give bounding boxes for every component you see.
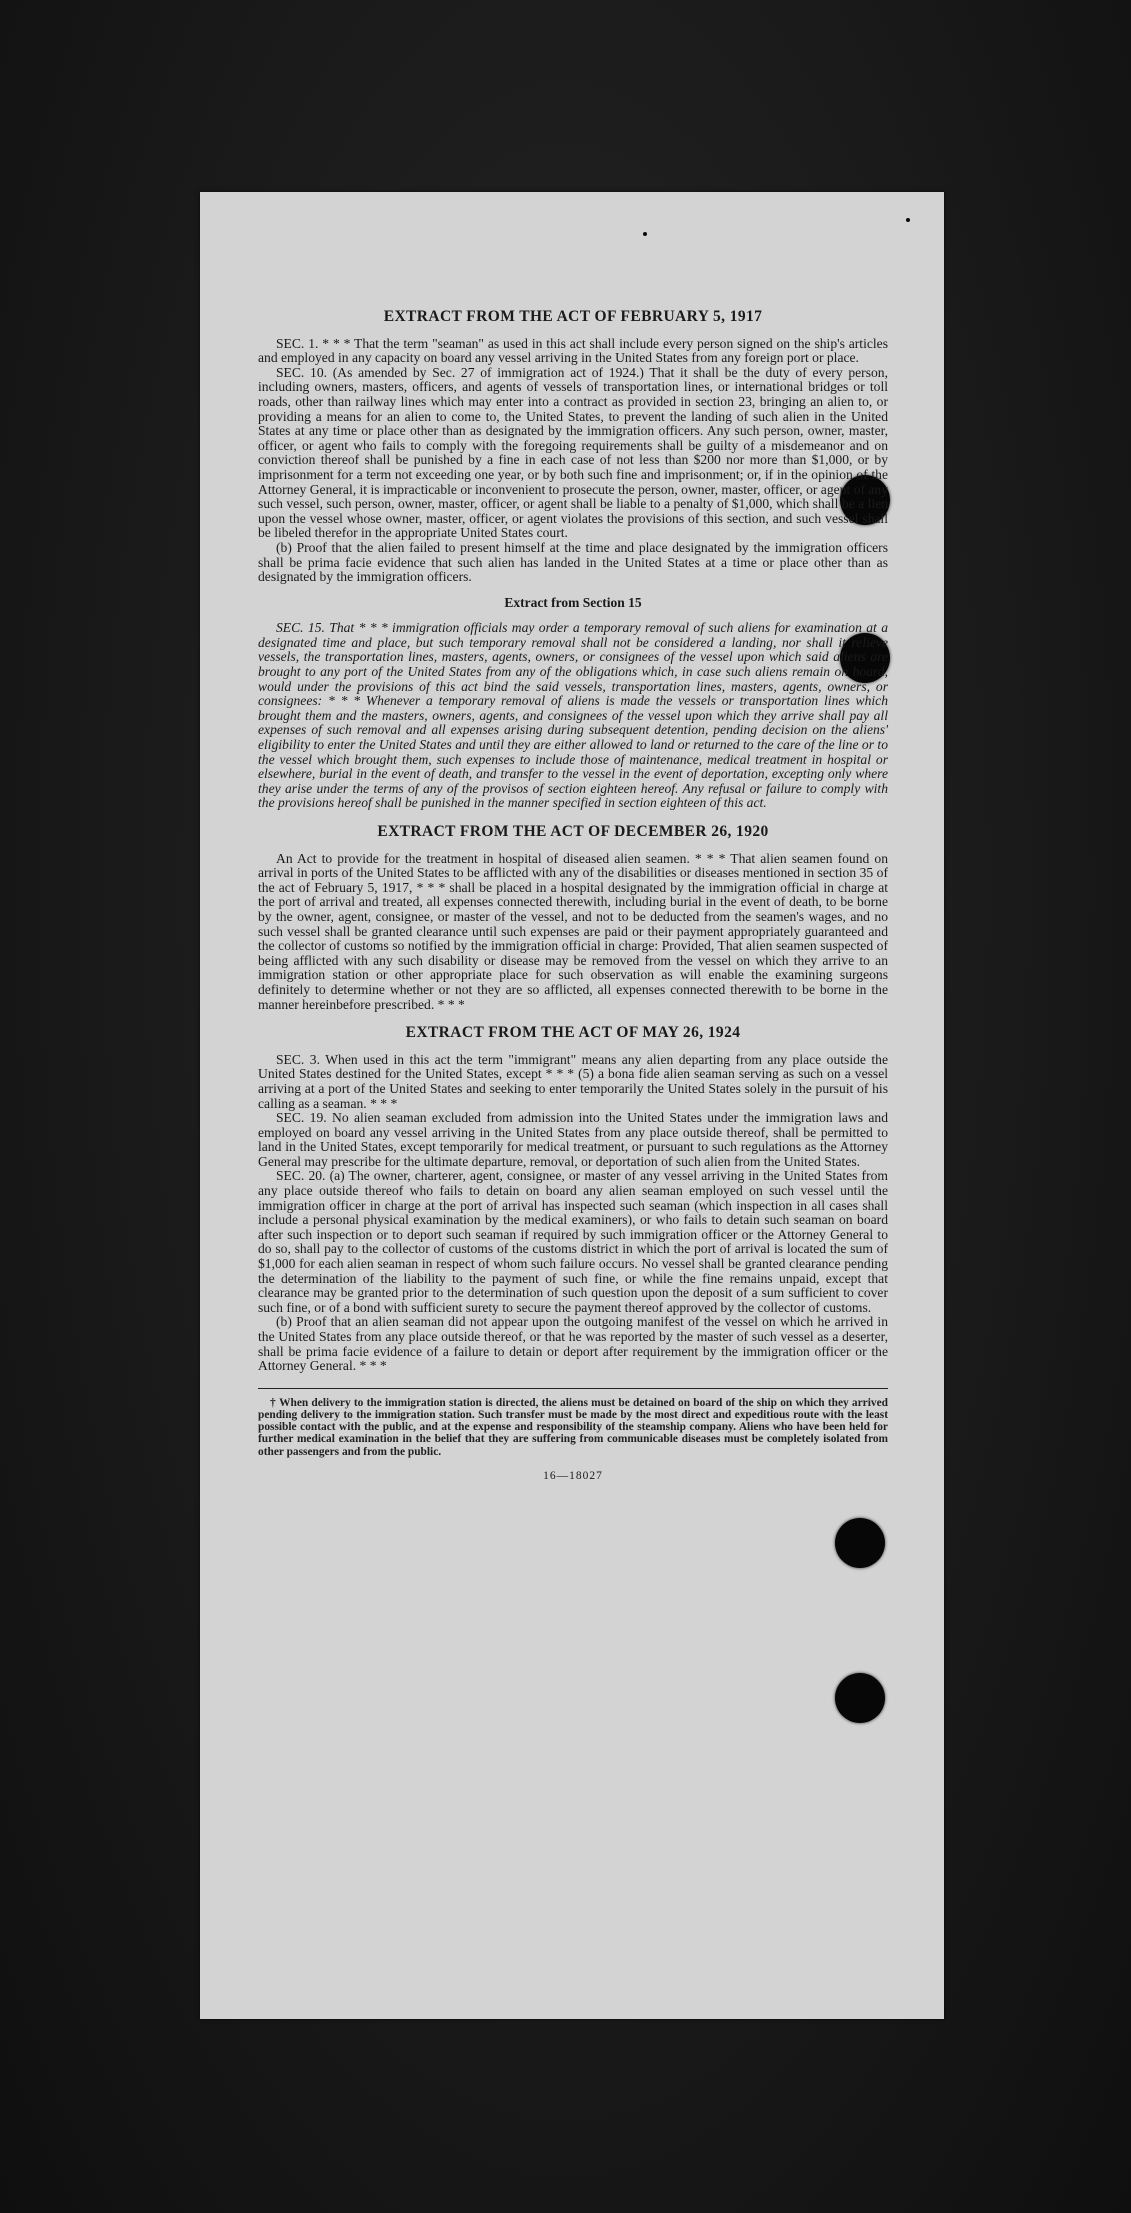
section-15-paragraph: SEC. 15. That * * * immigration officials may order a temporary removal of such aliens for examination at a designated time and place, but such temporary removal shall not be considered a landing, nor shall it relieve vessels, the transportation lines, masters, agents, owners, or consignees of the vessel upon which said aliens are brought to any port of the United States from any of the obligations which, in case such aliens remain on board, would under the provisions of this act bind the said vessels, transportation lines, masters, agents, owners, or consignees: * * * Whenever a temporary removal of aliens is made the vessels or transportation lines which brought them and the masters, owners, agents, and consignees of the vessel upon which they arrive shall pay all expenses of such removal and all expenses arising during subsequent detention, pending decision on the aliens' eligibility to enter the United States and until they are either allowed to land or returned to the care of the line or to the vessel which brought them, such expenses to include those of maintenance, medical treatment in hospital or elsewhere, burial in the event of death, and transfer to the vessel in the event of deportation, excepting only where they arise under the terms of any of the provisos of section eighteen hereof. Any refusal or failure to comply with the provisions hereof shall be punished in the manner specified in section eighteen of this act. bbox=[258, 620, 888, 811]
speck-mark bbox=[643, 232, 647, 236]
punch-hole-bottom bbox=[835, 1673, 885, 1723]
page-number: 16—18027 bbox=[543, 1469, 603, 1482]
punch-hole-lower bbox=[835, 1518, 885, 1568]
footnote-divider bbox=[258, 1388, 888, 1389]
act-1920-paragraph: An Act to provide for the treatment in hospital of diseased alien seamen. * * * That alien seamen found on arrival in ports of the United States to be afflicted with any of the disabilities or diseases mentioned in section 35 of the act of February 5, 1917, * * * shall be placed in a hospital designated by the immigration official in charge at the port of arrival and treated, all expenses connected therewith, including burial in the event of death, to be borne by the owner, agent, consignee, or master of the vessel, and not to be deducted from the seamen's wages, and no such vessel shall be granted clearance until such expenses are paid or their payment appropriately guaranteed and the collector of customs so notified by the immigration official in charge: Provided, That alien seamen suspected of being afflicted with any such disability or disease may be removed from the vessel on which they arrive to an immigration station or other appropriate place for such observation as will enable the examining surgeons definitely to determine whether or not they are so afflicted, all expenses connected therewith to be borne in the manner hereinbefore prescribed. * * * bbox=[258, 850, 888, 1012]
footnote bbox=[258, 1397, 888, 1458]
heading-act-1917: EXTRACT FROM THE ACT OF FEBRUARY 5, 1917 bbox=[383, 308, 763, 325]
section-10b-paragraph: (b) Proof that the alien failed to present himself at the time and place designated by the immigration officers shall be prima facie evidence that such alien has landed in the United States at a time or place other than as designated by the immigration officers. bbox=[258, 539, 888, 585]
heading-act-1924: EXTRACT FROM THE ACT OF MAY 26, 1924 bbox=[405, 1024, 741, 1042]
section-20-paragraph: SEC. 20. (a) The owner, charterer, agent, consignee, or master of any vessel arriving in the United States from any place outside thereof who fails to detain on board any alien seaman employed on such vessel until the immigration officer in charge at the port of arrival has inspected such seaman (which inspection in all cases shall include a personal physical examination by the medical examiners), or who fails to detain such seaman on board after such inspection or to deport such seaman if required by such immigration officer or the Attorney General to do so, shall pay to the collector of customs of the customs district in which the port of arrival is located the sum of $1,000 for each alien seaman in respect of whom such failure occurs. No vessel shall be granted clearance pending the determination of the liability to the payment of such fine, or while the fine remains unpaid, except that clearance may be granted prior to the determination of such question upon the deposit of a sum sufficient to cover such fine, or of a bond with sufficient surety to secure the payment thereof approved by the collector of customs. bbox=[258, 1168, 888, 1315]
document-page bbox=[200, 192, 944, 2019]
section-1-paragraph: SEC. 1. * * * That the term "seaman" as used in this act shall include every person signed on the ship's articles and employed in any capacity on board any vessel arriving in the United States from any foreign port or place. bbox=[258, 335, 888, 366]
speck-mark bbox=[906, 218, 910, 222]
subheading-section-15: Extract from Section 15 bbox=[504, 594, 642, 610]
document-body bbox=[258, 310, 888, 1483]
section-19-paragraph: SEC. 19. No alien seaman excluded from admission into the United States under the immigration laws and employed on board any vessel arriving in the United States from any place outside thereof, shall be permitted to land in the United States, except temporarily for medical treatment, or pursuant to such regulations as the Attorney General may prescribe for the ultimate departure, removal, or deportation of such alien from the United States. bbox=[258, 1110, 888, 1169]
footnote-text: † When delivery to the immigration station is directed, the aliens must be detained on board of the ship on which they arrived pending delivery to the immigration station. Such transfer must be made by the most direct and expeditious route with the least possible contact with the public, and at the expense and responsibility of the steamship company. Aliens who have been held for further medical examination in the belief that they are suffering from communicable diseases must be completely isolated from other passengers and from the public. bbox=[258, 1396, 888, 1458]
heading-act-1920: EXTRACT FROM THE ACT OF DECEMBER 26, 1920 bbox=[377, 823, 769, 840]
section-10-paragraph: SEC. 10. (As amended by Sec. 27 of immigration act of 1924.) That it shall be the duty of every person, including owners, masters, officers, and agents of vessels of transportation lines, or international bridges or toll roads, other than railway lines which may enter into a contract as provided in section 23, bringing an alien to, or providing a means for an alien to come to, the United States, to prevent the landing of such alien in the United States at any time or place other than as designated by the immigration officers. Any such person, owner, master, officer, or agent who fails to comply with the foregoing requirements shall be guilty of a misdemeanor and on conviction thereof shall be punished by a fine in each case of not less than $200 nor more than $1,000, or by imprisonment for a term not exceeding one year, or by both such fine and imprisonment; or, if in the opinion of the Attorney General, it is impracticable or inconvenient to prosecute the person, owner, master, officer, or agent of any such vessel, such person, owner, master, officer, or agent shall be liable to a penalty of $1,000, which shall be a lien upon the vessel whose owner, master, officer, or agent violates the provisions of this section, and such vessel shall be libeled therefor in the appropriate United States court. bbox=[258, 364, 888, 541]
section-15-block bbox=[258, 621, 888, 811]
section-3-paragraph: SEC. 3. When used in this act the term "immigrant" means any alien departing from any place outside the United States destined for the United States, except * * * (5) a bona fide alien seaman serving as such on a vessel arriving at a port of the United States and seeking to enter temporarily the United States solely in the pursuit of his calling as a seaman. * * * bbox=[258, 1051, 888, 1111]
section-20b-paragraph: (b) Proof that an alien seaman did not appear upon the outgoing manifest of the vessel on which he arrived in the United States from any place outside thereof, or that he was reported by the master of such vessel as a deserter, shall be prima facie evidence of a failure to detain or deport after requirement by the immigration officer or the Attorney General. * * * bbox=[258, 1314, 888, 1374]
